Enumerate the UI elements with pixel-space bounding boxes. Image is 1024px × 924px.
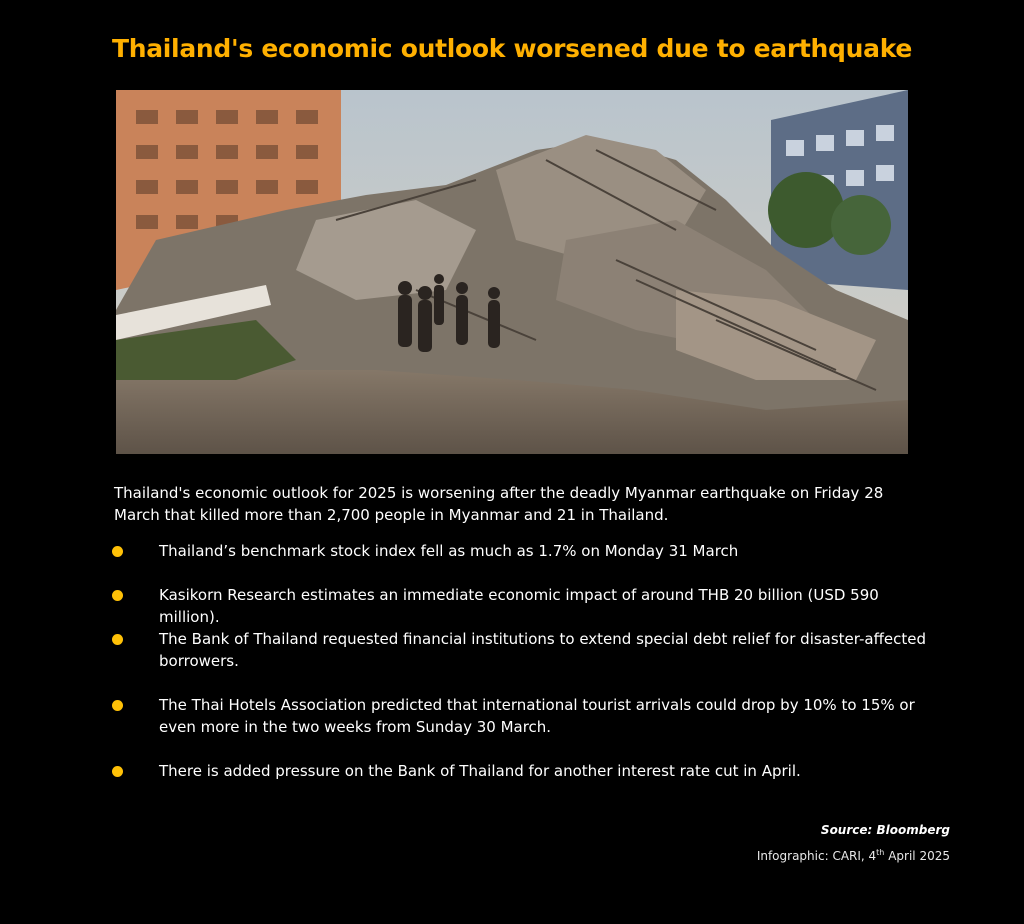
- credit-suffix: April 2025: [884, 849, 950, 863]
- bullet-dot-icon: [112, 700, 123, 711]
- intro-paragraph: Thailand's economic outlook for 2025 is worsening after the deadly Myanmar earthquake on Friday 28 March that killed more than 2,700 people in Myanmar and 21 in Thailand.: [114, 484, 884, 524]
- earthquake-photo: [116, 90, 908, 454]
- list-item-text: Kasikorn Research estimates an immediate economic impact of around THB 20 billion (USD 590 million).: [159, 586, 879, 626]
- collapsed-building-illustration: [116, 90, 908, 454]
- bullet-dot-icon: [112, 590, 123, 601]
- list-item: [112, 584, 942, 628]
- page-title: Thailand's economic outlook worsened due to earthquake: [111, 34, 913, 63]
- source-note: Source: Bloomberg: [820, 823, 950, 837]
- list-item-text: The Bank of Thailand requested financial institutions to extend special debt relief for disaster-affected borrowers.: [159, 630, 927, 670]
- list-item-text: There is added pressure on the Bank of Thailand for another interest rate cut in April.: [159, 762, 801, 780]
- list-item-text: The Thai Hotels Association predicted that international tourist arrivals could drop by 10% to 15% or even more in the two weeks from Sunday 30 March.: [159, 696, 915, 736]
- bullet-dot-icon: [112, 766, 123, 777]
- infographic-credit: [757, 848, 950, 863]
- list-item: [112, 628, 942, 672]
- bullet-dot-icon: [112, 546, 123, 557]
- list-item: [112, 694, 942, 738]
- bullet-dot-icon: [112, 634, 123, 645]
- credit-prefix: Infographic: CARI, 4: [756, 849, 877, 863]
- list-item: [112, 540, 738, 562]
- credit-ordinal: th: [876, 848, 885, 857]
- list-item-text: Thailand’s benchmark stock index fell as much as 1.7% on Monday 31 March: [159, 542, 739, 560]
- list-item: [112, 760, 801, 782]
